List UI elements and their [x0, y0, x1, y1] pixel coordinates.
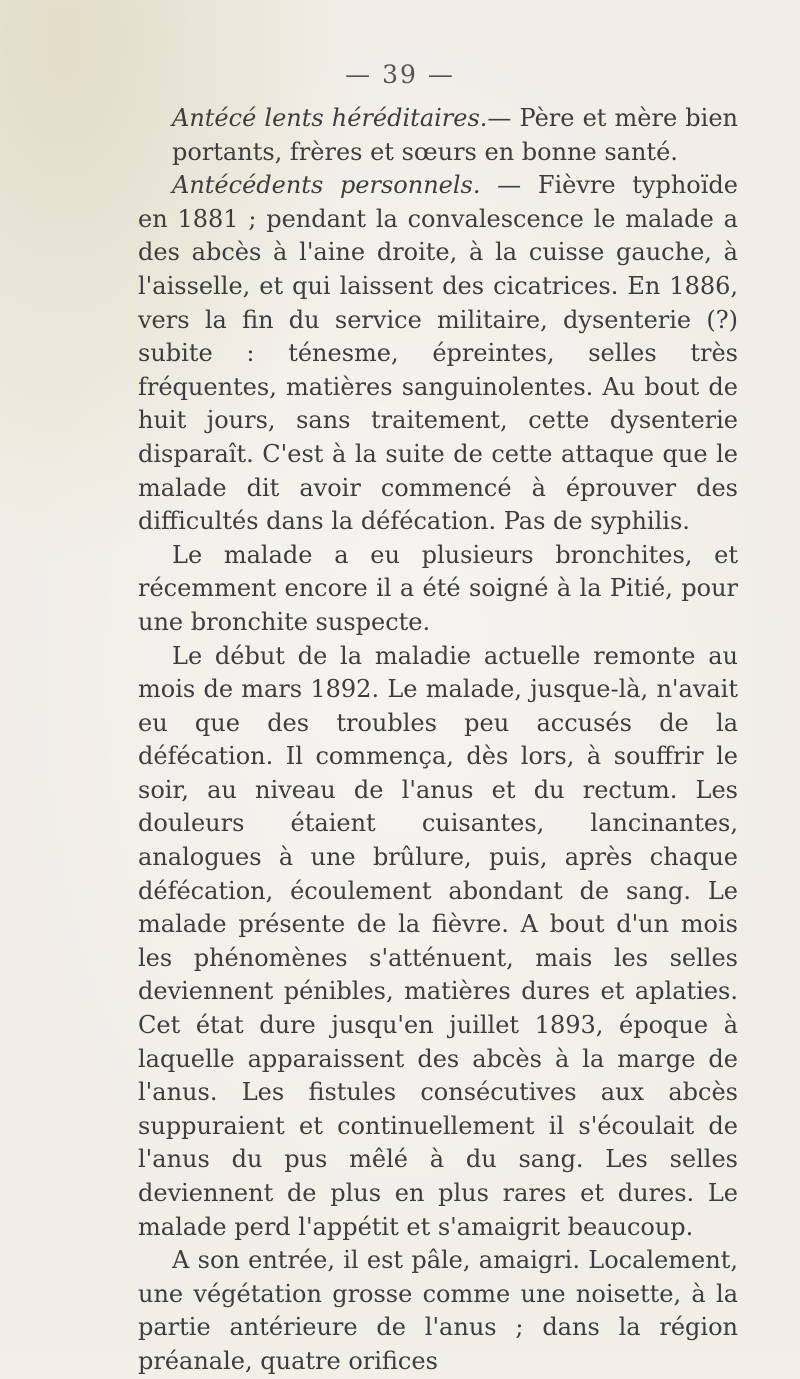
paragraph-text: — Fièvre typhoïde en 1881 ; pendant la convalescence le malade a des abcès à l'aine droite, à la cuisse gauche, à l'aisselle, et qui laissent des cicatrices. En 1886, vers la fin du service militaire, dysenterie (?) subite : ténesme, épreintes, selles très fréquentes, matières sanguinolentes. Au bout de huit jours, sans traitement, cette dysenterie disparaît. C'est à la suite de cette attaque que le malade dit avoir commencé à éprouver des difficultés dans la défécation. Pas de syphilis.: [138, 171, 738, 536]
body-text: [138, 102, 738, 1379]
paragraph-admission: [138, 1244, 738, 1378]
section-heading-personal: Antécédents personnels.: [172, 171, 481, 200]
paragraph-text: Le malade a eu plusieurs bronchites, et récemment encore il a été soigné à la Pitié, pour une bronchite suspecte.: [138, 540, 738, 636]
paragraph-personal-history: [138, 169, 738, 539]
paragraph-text: — Père et mère bien portants, frères et sœurs en bonne santé.: [172, 104, 738, 166]
paragraph-text: A son entrée, il est pâle, amaigri. Localement, une végétation grosse comme une noisette, à la partie antérieure de l'anus ; dans la région préanale, quatre orifices: [138, 1246, 738, 1375]
paragraph-bronchitis: [138, 539, 738, 640]
paragraph-current-illness: [138, 640, 738, 1245]
section-heading-hereditary: Antécé lents héréditaires.: [172, 104, 488, 132]
paragraph-text: Le début de la maladie actuelle remonte au mois de mars 1892. Le malade, jusque-là, n'avait eu que des troubles peu accusés de la défécation. Il commença, dès lors, à souffrir le soir, au niveau de l'anus et du rectum. Les douleurs étaient cuisantes, lancinantes, analogues à une brûlure, puis, après chaque défécation, écoulement abondant de sang. Le malade présente de la fièvre. A bout d'un mois les phénomènes s'atténuent, mais les selles deviennent pénibles, matières dures et aplaties. Cet état dure jusqu'en juillet 1893, époque à laquelle apparaissent des abcès à la marge de l'anus. Les fistules consécutives aux abcès suppuraient et continuellement il s'écoulait de l'anus du pus mêlé à du sang. Les selles deviennent de plus en plus rares et dures. Le malade perd l'appétit et s'amaigrit beaucoup.: [138, 641, 738, 1241]
page-number: — 39 —: [345, 60, 455, 89]
paragraph-hereditary-history: [138, 102, 738, 169]
